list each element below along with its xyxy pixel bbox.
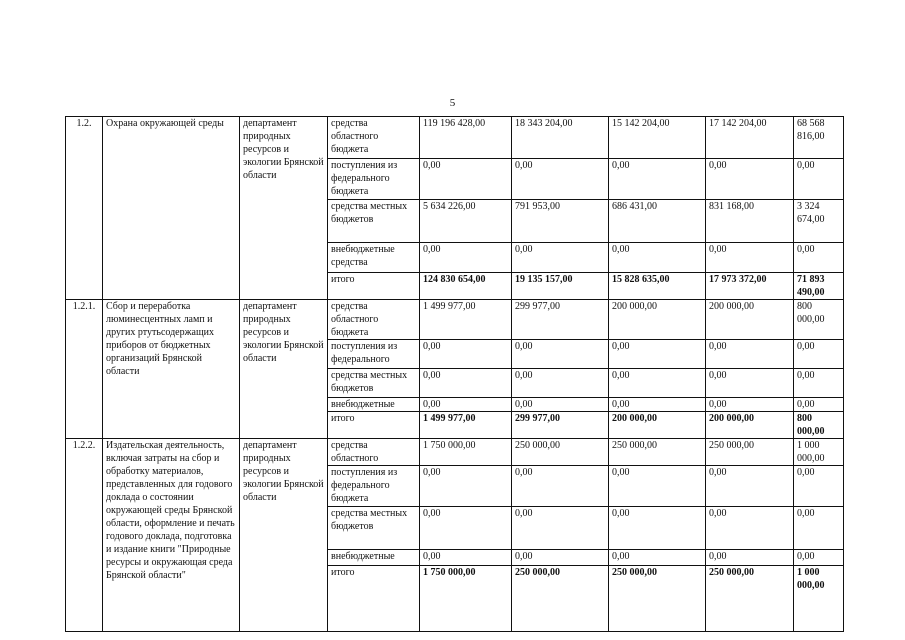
amount-cell: 18 343 204,00: [512, 117, 609, 159]
amount-cell: 1 750 000,00: [420, 439, 512, 466]
amount-cell: 0,00: [794, 369, 844, 398]
table-row: [66, 300, 844, 340]
amount-cell: 0,00: [512, 159, 609, 200]
amount-cell: 0,00: [512, 369, 609, 398]
funding-source: средства областного бюджета: [328, 300, 420, 340]
amount-cell: 250 000,00: [512, 439, 609, 466]
amount-cell: 200 000,00: [706, 300, 794, 340]
funding-source: средства местных бюджетов: [328, 200, 420, 243]
section-executor: департамент природных ресурсов и экологии Брянской области: [240, 117, 328, 300]
amount-cell: 200 000,00: [609, 300, 706, 340]
amount-cell: 0,00: [706, 340, 794, 369]
amount-cell: 0,00: [512, 550, 609, 566]
amount-cell: 15 828 635,00: [609, 273, 706, 300]
amount-cell: 0,00: [609, 243, 706, 273]
amount-cell: 250 000,00: [706, 439, 794, 466]
table-row: [66, 117, 844, 159]
amount-cell: 800 000,00: [794, 412, 844, 439]
section-executor: департамент природных ресурсов и экологии Брянской области: [240, 439, 328, 632]
funding-source: итого: [328, 566, 420, 632]
amount-cell: 0,00: [706, 507, 794, 550]
amount-cell: 68 568 816,00: [794, 117, 844, 159]
table-body: [66, 117, 844, 632]
funding-source: средства местных бюджетов: [328, 507, 420, 550]
amount-cell: 17 142 204,00: [706, 117, 794, 159]
amount-cell: 1 000 000,00: [794, 566, 844, 632]
amount-cell: 0,00: [420, 466, 512, 507]
amount-cell: 800 000,00: [794, 300, 844, 340]
amount-cell: 1 499 977,00: [420, 300, 512, 340]
amount-cell: 0,00: [706, 243, 794, 273]
amount-cell: 0,00: [609, 507, 706, 550]
amount-cell: 0,00: [512, 243, 609, 273]
amount-cell: 791 953,00: [512, 200, 609, 243]
amount-cell: 19 135 157,00: [512, 273, 609, 300]
funding-source: средства областного: [328, 439, 420, 466]
amount-cell: 0,00: [706, 159, 794, 200]
amount-cell: 0,00: [794, 466, 844, 507]
amount-cell: 0,00: [420, 550, 512, 566]
amount-cell: 0,00: [706, 466, 794, 507]
amount-cell: 0,00: [706, 550, 794, 566]
amount-cell: 0,00: [706, 398, 794, 412]
amount-cell: 5 634 226,00: [420, 200, 512, 243]
funding-source: средства областного бюджета: [328, 117, 420, 159]
section-name: Охрана окружающей среды: [103, 117, 240, 300]
funding-source: внебюджетные: [328, 550, 420, 566]
amount-cell: 0,00: [609, 340, 706, 369]
funding-source: внебюджетные: [328, 398, 420, 412]
funding-source: поступления из федерального: [328, 340, 420, 369]
amount-cell: 0,00: [609, 398, 706, 412]
amount-cell: 15 142 204,00: [609, 117, 706, 159]
amount-cell: 0,00: [609, 466, 706, 507]
amount-cell: 0,00: [794, 550, 844, 566]
section-name: Издательская деятельность, включая затраты на сбор и обработку материалов, представленных для годового доклада о состоянии окружающей среды Брянской области, оформление и печать годового доклада, подготовка и издание книги "Природные ресурсы и окружающая среда Брянской области": [103, 439, 240, 632]
amount-cell: 200 000,00: [609, 412, 706, 439]
amount-cell: 250 000,00: [706, 566, 794, 632]
amount-cell: 200 000,00: [706, 412, 794, 439]
amount-cell: 0,00: [420, 507, 512, 550]
funding-source: средства местных бюджетов: [328, 369, 420, 398]
amount-cell: 0,00: [609, 369, 706, 398]
amount-cell: 250 000,00: [512, 566, 609, 632]
amount-cell: 0,00: [609, 159, 706, 200]
amount-cell: 686 431,00: [609, 200, 706, 243]
amount-cell: 124 830 654,00: [420, 273, 512, 300]
funding-source: итого: [328, 412, 420, 439]
amount-cell: 0,00: [420, 159, 512, 200]
amount-cell: 0,00: [794, 340, 844, 369]
page-number: 5: [449, 97, 456, 109]
funding-source: поступления из федерального бюджета: [328, 159, 420, 200]
funding-source: итого: [328, 273, 420, 300]
section-number: 1.2.2.: [66, 439, 103, 632]
amount-cell: 0,00: [794, 507, 844, 550]
amount-cell: 71 893 490,00: [794, 273, 844, 300]
section-executor: департамент природных ресурсов и экологии Брянской области: [240, 300, 328, 439]
amount-cell: 250 000,00: [609, 566, 706, 632]
amount-cell: 1 499 977,00: [420, 412, 512, 439]
amount-cell: 0,00: [420, 398, 512, 412]
amount-cell: 17 973 372,00: [706, 273, 794, 300]
section-number: 1.2.: [66, 117, 103, 300]
amount-cell: 0,00: [609, 550, 706, 566]
amount-cell: 0,00: [794, 398, 844, 412]
amount-cell: 0,00: [706, 369, 794, 398]
amount-cell: 0,00: [420, 369, 512, 398]
amount-cell: 1 750 000,00: [420, 566, 512, 632]
amount-cell: 0,00: [794, 243, 844, 273]
amount-cell: 299 977,00: [512, 300, 609, 340]
amount-cell: 0,00: [512, 398, 609, 412]
amount-cell: 0,00: [794, 159, 844, 200]
amount-cell: 119 196 428,00: [420, 117, 512, 159]
amount-cell: 3 324 674,00: [794, 200, 844, 243]
funding-source: внебюджетные средства: [328, 243, 420, 273]
amount-cell: 1 000 000,00: [794, 439, 844, 466]
amount-cell: 0,00: [512, 340, 609, 369]
table-row: [66, 439, 844, 466]
amount-cell: 0,00: [512, 507, 609, 550]
budget-table: [65, 116, 844, 632]
amount-cell: 831 168,00: [706, 200, 794, 243]
amount-cell: 250 000,00: [609, 439, 706, 466]
amount-cell: 0,00: [512, 466, 609, 507]
section-number: 1.2.1.: [66, 300, 103, 439]
amount-cell: 299 977,00: [512, 412, 609, 439]
section-name: Сбор и переработка люминесцентных ламп и других ртутьсодержащих приборов от бюджетных организаций Брянской области: [103, 300, 240, 439]
amount-cell: 0,00: [420, 340, 512, 369]
amount-cell: 0,00: [420, 243, 512, 273]
funding-source: поступления из федерального бюджета: [328, 466, 420, 507]
